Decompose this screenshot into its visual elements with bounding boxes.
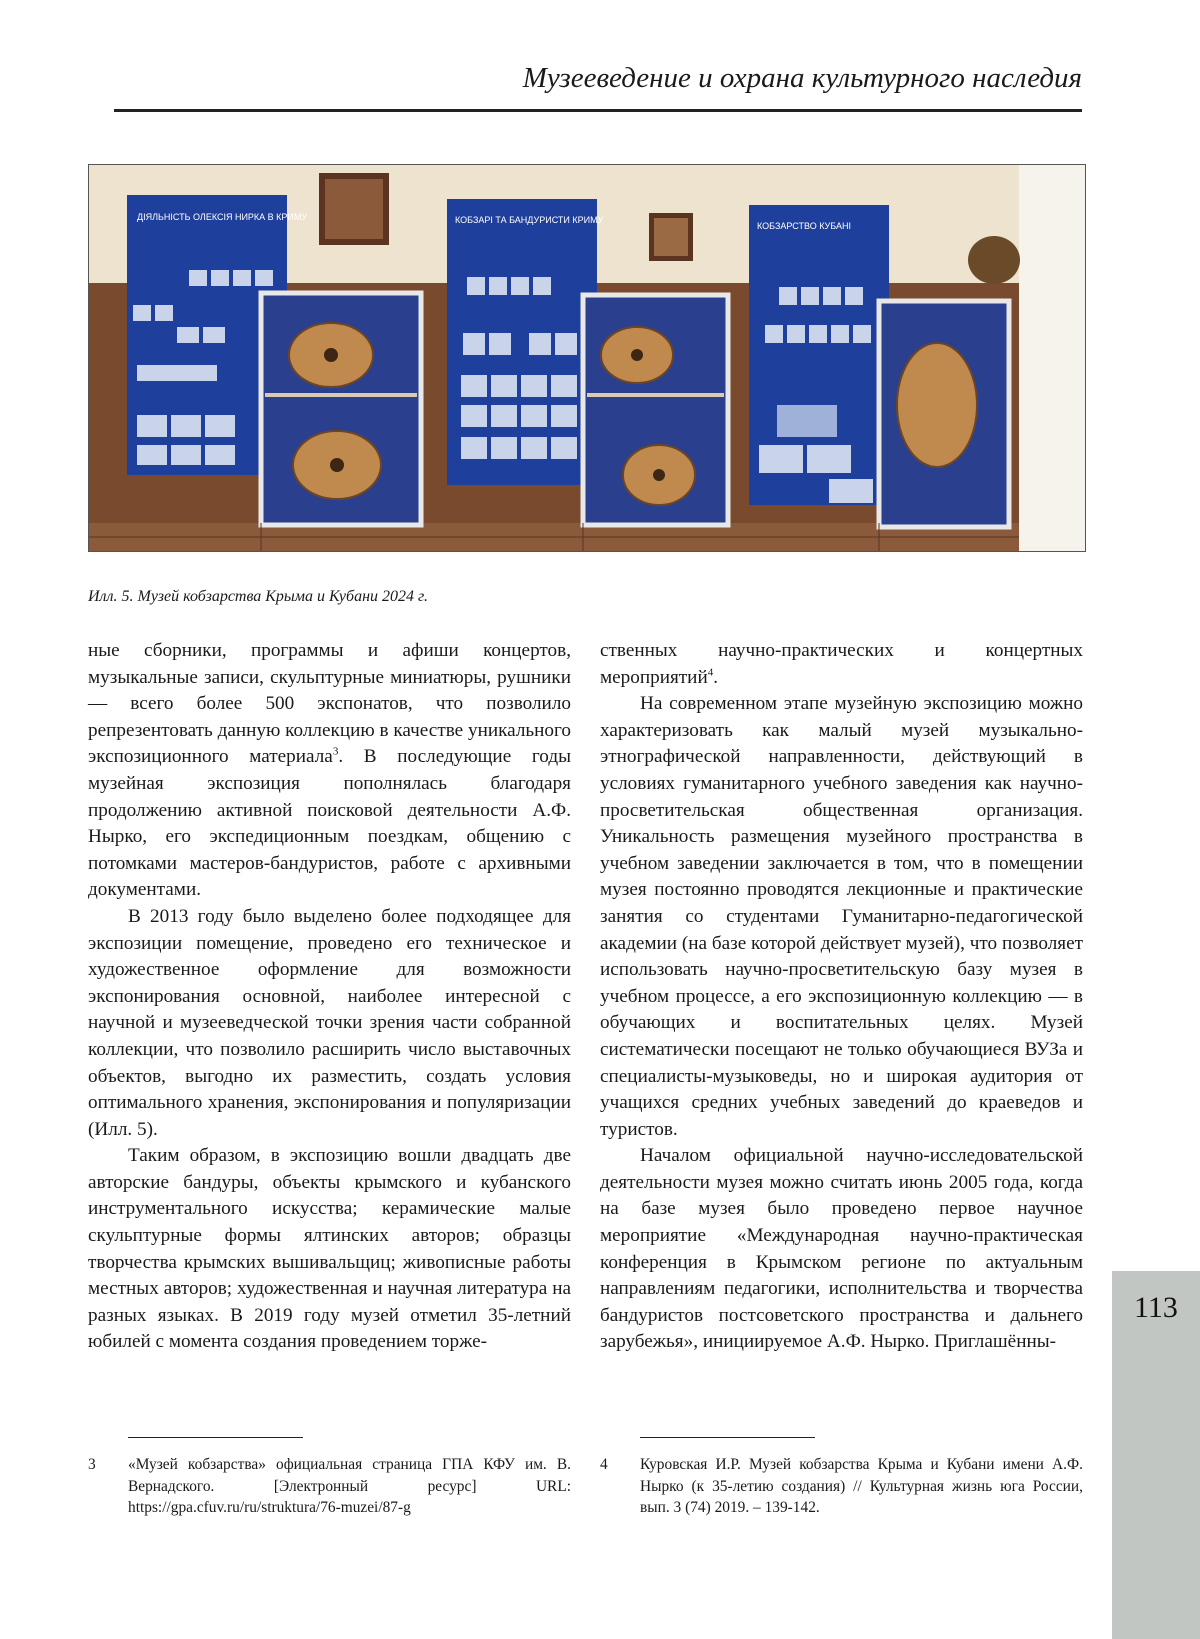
footnote-number: 4 — [600, 1456, 608, 1473]
footnote-rule — [128, 1437, 303, 1438]
panel-heading: ДІЯЛЬНІСТЬ ОЛЕКСІЯ НИРКА В КРИМУ — [137, 212, 308, 222]
paragraph-text: ные сборники, программы и афиши концертов, музыкальные записи, скульптурные миниатюры, рушники — всего более 500 экспонатов, что позволило репрезентовать данную коллекцию в качестве уникального экспозиционного материала — [88, 640, 571, 768]
running-header: Музееведение и охрана культурного наследия — [522, 62, 1082, 94]
footnote-rule — [640, 1437, 815, 1438]
page-tab — [1112, 1271, 1200, 1639]
paragraph-text: . В последующие годы музейная экспозиция пополнялась благодаря продолжению активной поисковой деятельности А.Ф. Нырко, его экспедиционным поездкам, общению с потомками мастеров-бандуристов, работе с архивными документами. — [88, 746, 571, 901]
footnote-number: 3 — [88, 1456, 96, 1473]
figure-caption: Илл. 5. Музей кобзарства Крыма и Кубани 2024 г. — [88, 588, 429, 605]
paragraph: Началом официальной научно-исследовательской деятельности музея можно считать июнь 2005 года, когда на базе музея было проведено первое научное мероприятие «Международная научно-практическая конференция в Крымском регионе по актуальным направлениям педагогики, исполнительства и творчества бандуристов постсоветского пространства и дальнего зарубежья», инициируемое А.Ф. Нырко. Приглашённы- — [600, 1145, 1083, 1353]
footnote-ref: 3 — [332, 745, 339, 758]
footnote — [600, 1454, 1083, 1519]
paragraph: Таким образом, в экспозицию вошли двадцать две авторские бандуры, объекты крымского и кубанского инструментального искусства; керамические малые скульптурные формы ялтинских авторов; образцы творчества крымских вышивальщиц; живописные работы местных авторов; художественная и научная литература на разных языках. В 2019 году музей отметил 35-летний юбилей с момента создания проведением торже- — [88, 1145, 571, 1353]
header-rule — [114, 109, 1082, 112]
footnote-text: «Музей кобзарства» официальная страница ГПА КФУ им. В. Вернадского. [Электронный ресурс] URL: https://gpa.cfuv.ru/ru/struktura/76-muzei/87-g — [128, 1456, 571, 1516]
paragraph: В 2013 году было выделено более подходящее для экспозиции помещение, проведено его техническое и художественное оформление для возможности экспонирования основной, наиболее интересной с научной и музееведческой точки зрения части собранной коллекции, что позволило расширить число выставочных объектов, выгодно их разместить, создать условия оптимального хранения, экспонирования и популяризации (Илл. 5). — [88, 905, 571, 1140]
panel-heading: КОБЗАРІ ТА БАНДУРИСТИ КРИМУ — [455, 215, 604, 225]
paragraph — [88, 638, 571, 904]
panel-heading: КОБЗАРСТВО КУБАНІ — [757, 221, 851, 231]
paragraph-text: . — [713, 666, 719, 688]
paragraph — [600, 638, 1083, 691]
museum-photo — [88, 164, 1086, 552]
left-column — [88, 638, 571, 1356]
paragraph-text: ственных научно-практических и концертных мероприятий — [600, 640, 1083, 688]
right-column — [600, 638, 1083, 1356]
footnote-ref: 4 — [707, 666, 714, 679]
paragraph: На современном этапе музейную экспозицию можно характеризовать как малый музей музыкально-этнографической направленности, действующий в условиях гуманитарного учебного заведения как научно-просветительская общественная организация. Уникальность размещения музейного пространства в учебном заведении заключается в том, что в помещении музея постоянно проводятся лекционные и практические занятия со студентами Гуманитарно-педагогической академии (на базе которой действует музей), что позволяет использовать научно-просветительскую базу музея в учебном процессе, а его экспозиционную коллекцию — в обучающих и воспитательных целях. Музей систематически посещают не только обучающиеся ВУЗа и специалисты-музыковеды, но и широкая аудитория от учащихся средних учебных заведений до краеведов и туристов. — [600, 693, 1083, 1140]
footnote-text: Куровская И.Р. Музей кобзарства Крыма и Кубани имени А.Ф. Нырко (к 35-летию создания) // Культурная жизнь юга России, вып. 3 (74) 2019. – 139-142. — [640, 1456, 1083, 1516]
page-number: 113 — [1134, 1291, 1178, 1324]
footnote — [88, 1454, 571, 1519]
